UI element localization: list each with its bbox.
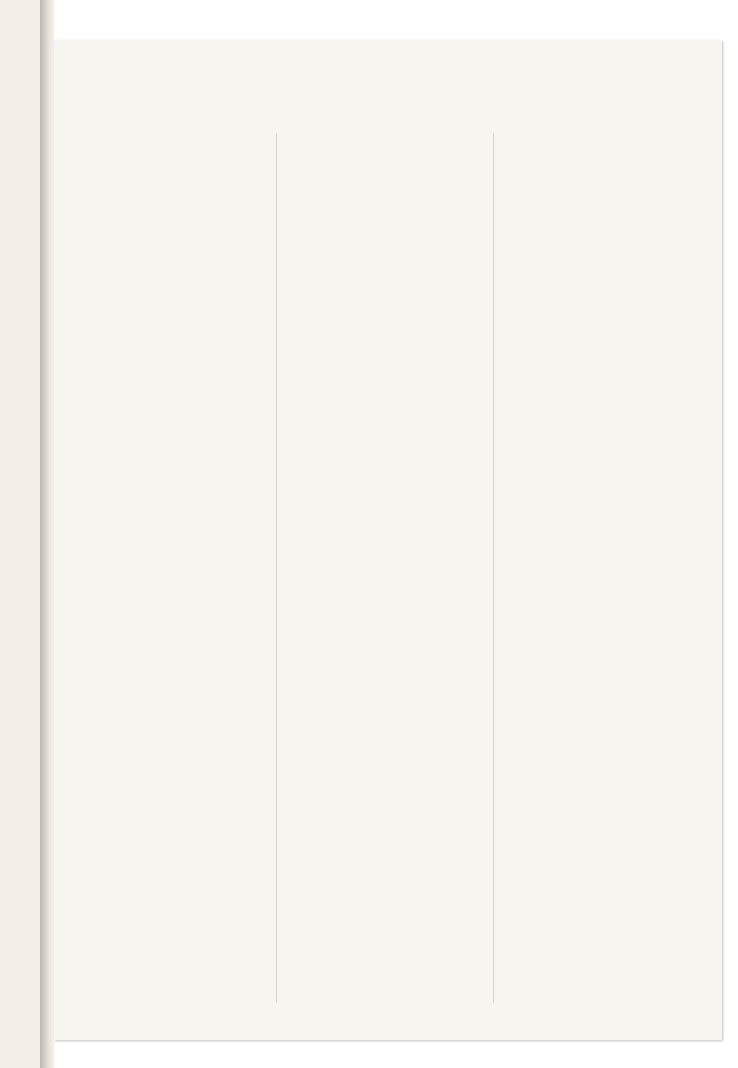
article-column-3 [504, 91, 702, 1005]
article-column-2 [285, 137, 481, 1007]
article-column-1 [68, 137, 264, 922]
column-divider [276, 133, 277, 1003]
book-spine [40, 0, 54, 1068]
column-divider [493, 133, 494, 1003]
